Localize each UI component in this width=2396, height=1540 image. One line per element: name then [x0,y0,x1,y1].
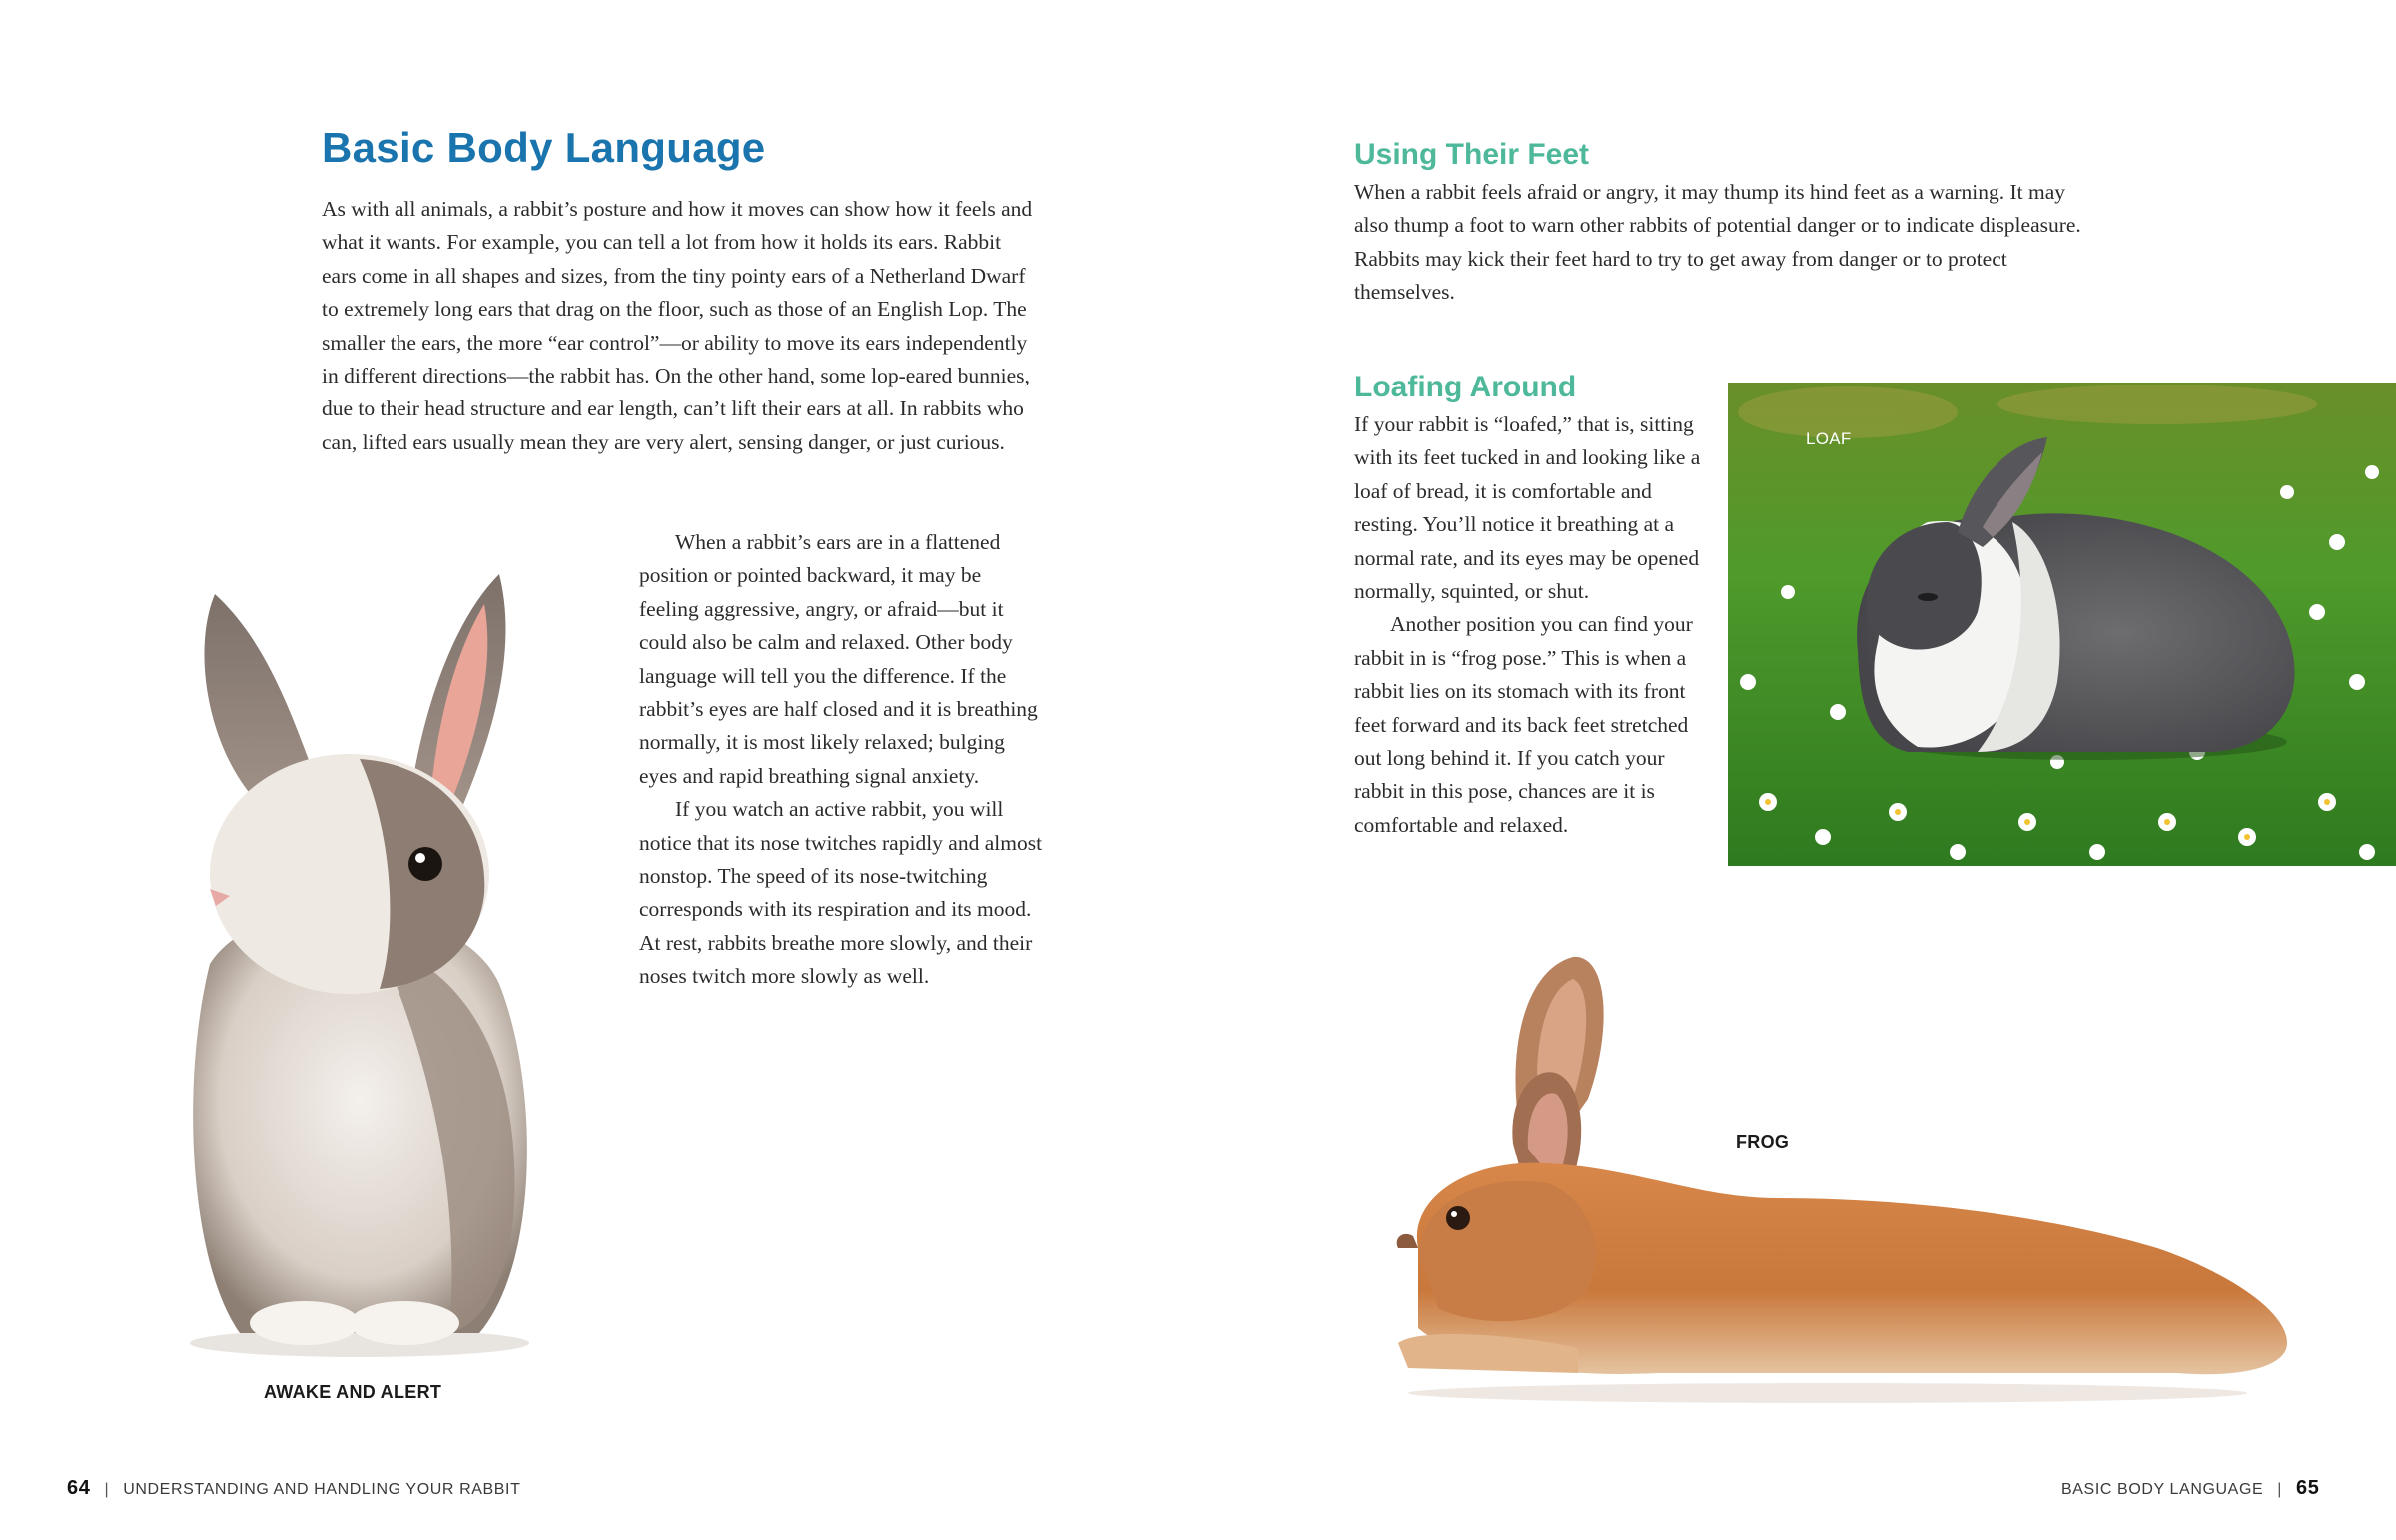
nose-paragraph: If you watch an active rabbit, you will notice that its nose twitches rapidly and almost nonstop. The speed of its nose-twitching corresponds with its respiration and its mood. At rest, rabbits breathe more slowly, and their noses twitch more slowly as well. [639,797,1043,989]
left-footer [67,1477,520,1500]
frog-paragraph: Another position you can find your rabbit in is “frog pose.” This is when a rabbit lies on its stomach with its front feet forward and its back feet stretched out long behind it. If you catch your rabbit in this pose, chances are it is comfortable and relaxed. [1354,612,1693,837]
loaf-heading: Loafing Around [1354,371,1577,403]
awake-caption: AWAKE AND ALERT [264,1382,442,1402]
frog-caption: FROG [1736,1132,1790,1152]
left-running-head: UNDERSTANDING AND HANDLING YOUR RABBIT [123,1481,521,1498]
feet-paragraph: When a rabbit feels afraid or angry, it may thump its hind feet as a warning. It may also thump a foot to warn other rabbits of potential danger or to indicate displeasure. Rabbits may kick their feet hard to try to get away from danger or to protect themselves. [1354,180,2081,305]
footer-divider: | [2277,1481,2283,1498]
right-footer [2061,1477,2320,1500]
loaf-column [1354,408,1704,842]
loaf-caption: LOAF [1806,429,1852,448]
intro-paragraph: As with all animals, a rabbit’s posture and how it moves can show how it feels and what it wants. For example, you can tell a lot from how it holds its ears. Rabbit ears come in all shapes and sizes, from the tiny pointy ears of a Netherland Dwarf to extremely long ears that drag on the floor, such as those of an English Lop. The smaller the ears, the more “ear control”—or ability to move its ears independently in different directions—the rabbit has. On the other hand, some lop-eared bunnies, due to their head structure and ear length, can’t lift their ears at all. In rabbits who can, lifted ears usually mean they are very alert, sensing danger, or just curious. [322,197,1033,454]
frog-rabbit-photo [1358,949,2297,1408]
loaf-paragraph: If your rabbit is “loafed,” that is, sitting with its feet tucked in and looking like a loaf of bread, it is comfortable and resting. You’ll notice it breathing at a normal rate, and its eyes may be opened normally, squinted, or shut. [1354,412,1701,604]
right-running-head: BASIC BODY LANGUAGE [2061,1481,2264,1498]
footer-divider: | [104,1481,110,1498]
page-title: Basic Body Language [322,124,766,171]
left-page-number: 64 [67,1477,91,1499]
sitting-rabbit-photo [120,564,599,1363]
body-column-right [639,526,1044,994]
right-page-number: 65 [2296,1477,2320,1499]
feet-heading: Using Their Feet [1354,138,1590,171]
loaf-rabbit-photo [1728,383,2396,866]
ears-paragraph: When a rabbit’s ears are in a flattened position or pointed backward, it may be feeling aggressive, angry, or afraid—but it could also be calm and relaxed. Other body language will tell you the difference. If the rabbit’s eyes are half closed and it is breathing normally, it is most likely relaxed; bulging eyes and rapid breathing signal anxiety. [639,530,1038,788]
